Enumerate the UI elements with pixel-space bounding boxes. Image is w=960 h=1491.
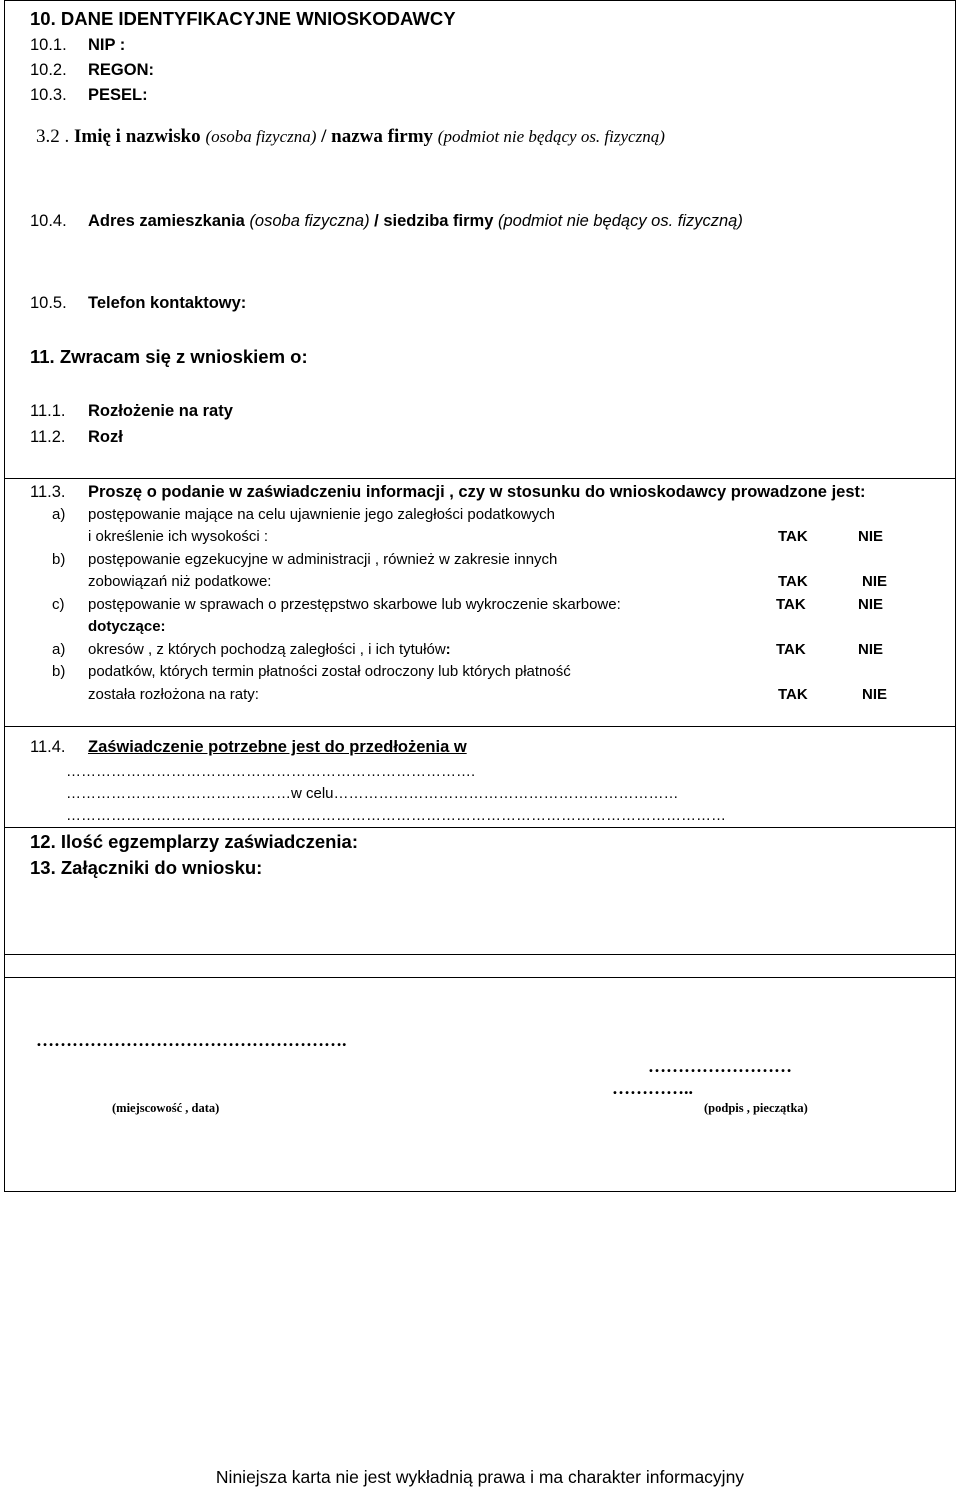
concerning-a-letter: a) (52, 641, 66, 658)
colon: : (445, 641, 451, 658)
option-c-no[interactable]: NIE (858, 596, 884, 613)
section-12-heading (30, 832, 358, 852)
signature-dots-1[interactable]: …………………… (648, 1056, 792, 1076)
item-11-1-label: Rozłożenie na raty (88, 402, 233, 420)
option-a-text-2: i określenie ich wysokości : (88, 528, 269, 545)
option-c-yes[interactable]: TAK (776, 596, 806, 613)
section-number: 11. (30, 346, 55, 367)
name-label: Imię i nazwisko (74, 126, 201, 147)
item-11-4-label: Zaświadczenie potrzebne jest do przedłożenia w (88, 738, 467, 756)
nip-label: NIP : (88, 36, 126, 54)
concerning-a-label: okresów , z których pochodzą zaległości , i ich tytułów (88, 641, 446, 658)
company-label: / nazwa firmy (321, 126, 434, 147)
pesel-row (30, 85, 67, 105)
section-number: 12. (30, 831, 56, 852)
section-10-heading (30, 9, 456, 29)
regon-row (30, 60, 67, 80)
option-b-no[interactable]: NIE (862, 573, 888, 590)
item-number: 10.1. (30, 36, 67, 54)
address-number: 10.4. (30, 212, 67, 230)
concerning-a-text (88, 640, 451, 660)
section-title: Załączniki do wniosku: (60, 857, 263, 878)
option-b-text-2: zobowiązań niż podatkowe: (88, 573, 272, 590)
seat-label: / siedziba firmy (374, 212, 494, 230)
concerning-a-yes[interactable]: TAK (776, 641, 806, 658)
section-13-heading (30, 858, 262, 878)
section-title: Ilość egzemplarzy zaświadczenia: (60, 831, 359, 852)
item-number: 10.3. (30, 86, 67, 104)
divider-line (4, 726, 956, 727)
concerning-b-text-2: została rozłożona na raty: (88, 686, 259, 703)
company-qualifier: (podmiot nie będący os. fizyczną) (437, 127, 665, 146)
item-number: 3.2 . (36, 126, 70, 147)
option-a-text-1: postępowanie mające na celu ujawnienie jego zaległości podatkowych (88, 506, 555, 523)
address-qualifier: (osoba fizyczna) (249, 212, 370, 230)
purpose-line-2[interactable] (66, 784, 679, 804)
divider-line (4, 827, 956, 828)
section-number: 10. (30, 8, 56, 29)
nip-row (30, 35, 67, 55)
section-number: 13. (30, 857, 56, 878)
item-11-4-number: 11.4. (30, 738, 66, 756)
option-c-letter: c) (52, 596, 65, 613)
item-11-2-label: Rozł (88, 428, 123, 446)
option-b-yes[interactable]: TAK (778, 573, 808, 590)
regon-label: REGON: (88, 61, 154, 79)
signature-label: (podpis , pieczątka) (704, 1101, 808, 1115)
purpose-dots-1[interactable]: ………………………………………………………………………. (66, 763, 476, 780)
concerning-b-no[interactable]: NIE (862, 686, 888, 703)
divider-line (4, 478, 956, 479)
section-title: DANE IDENTYFIKACYJNE WNIOSKODAWCY (60, 8, 456, 29)
item-11-1-number: 11.1. (30, 402, 66, 420)
concerning-a-no[interactable]: NIE (858, 641, 884, 658)
phone-number: 10.5. (30, 294, 67, 312)
section-title: Zwracam się z wnioskiem o: (59, 346, 308, 367)
option-b-text-1: postępowanie egzekucyjne w administracji , również w zakresie innych (88, 551, 558, 568)
phone-label: Telefon kontaktowy: (88, 294, 247, 312)
divider-line (4, 977, 956, 978)
address-row (88, 211, 743, 231)
concerning-b-text-1: podatków, których termin płatności został odroczony lub których płatność (88, 663, 571, 680)
section-11-heading (30, 347, 308, 367)
item-11-3-label: Proszę o podanie w zaświadczeniu informacji , czy w stosunku do wnioskodawcy prowadzone jest: (88, 483, 866, 501)
option-b-letter: b) (52, 551, 66, 568)
purpose-dots-2a: ………………………………………w celu (66, 785, 334, 802)
concerning-b-yes[interactable]: TAK (778, 686, 808, 703)
signature-dots-2[interactable]: ………….. (612, 1078, 693, 1098)
option-a-letter: a) (52, 506, 66, 523)
item-number: 10.2. (30, 61, 67, 79)
footer-disclaimer: Niniejsza karta nie jest wykładnią prawa i ma charakter informacyjny (215, 1467, 745, 1487)
option-a-yes[interactable]: TAK (778, 528, 808, 545)
purpose-dots-3[interactable]: …………………………………………………………………………………………………………………… (66, 807, 726, 824)
concerning-b-letter: b) (52, 663, 66, 680)
address-label: Adres zamieszkania (88, 212, 245, 230)
place-date-label: (miejscowość , data) (112, 1101, 220, 1115)
name-qualifier: (osoba fizyczna) (205, 127, 317, 146)
place-date-dots[interactable]: ……………………………………………. (36, 1030, 347, 1050)
pesel-label: PESEL: (88, 86, 148, 104)
item-11-2-number: 11.2. (30, 428, 66, 446)
form-frame-bottom (4, 954, 956, 1192)
seat-qualifier: (podmiot nie będący os. fizyczną) (497, 212, 743, 230)
option-c-text: postępowanie w sprawach o przestępstwo skarbowe lub wykroczenie skarbowe: (88, 596, 621, 613)
purpose-dots-2b: …………………………………………………………… (333, 785, 679, 802)
name-row (36, 127, 665, 147)
item-11-3-number: 11.3. (30, 483, 66, 501)
option-a-no[interactable]: NIE (858, 528, 884, 545)
concerning-label: dotyczące: (88, 618, 166, 635)
